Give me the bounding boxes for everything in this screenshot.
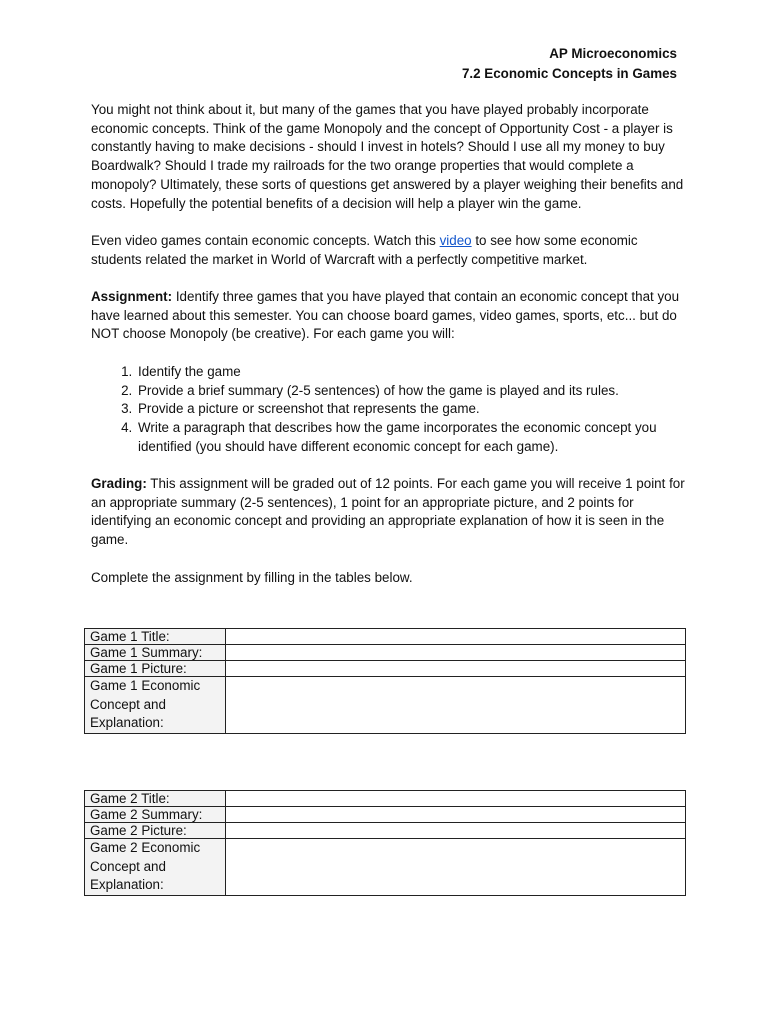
steps-list	[91, 363, 686, 457]
course-name: AP Microeconomics	[549, 46, 677, 61]
game-1-concept-label: Game 1 Economic Concept and Explanation:	[85, 677, 226, 734]
table-row	[85, 629, 686, 645]
document-header	[462, 44, 677, 84]
game-2-concept-label: Game 2 Economic Concept and Explanation:	[85, 839, 226, 896]
game-2-concept-cell[interactable]	[226, 839, 686, 896]
intro-paragraph: You might not think about it, but many of the games that you have played probably incorporate economic concepts. Think of the game Monopoly and the concept of Opportunity Cost - a player is constantly having to make decisions - should I invest in hotels? Should I use all my money to buy Boardwalk? Should I trade my railroads for the two orange properties that would complete a monopoly? Ultimately, these sorts of questions get answered by a player weighing their benefits and costs. Hopefully the potential benefits of a decision will help a player win the game.	[91, 102, 684, 211]
game-1-picture-cell[interactable]	[226, 661, 686, 677]
step-item: 3. Provide a picture or screenshot that represents the game.	[136, 400, 686, 419]
table-row	[85, 645, 686, 661]
table-row	[85, 839, 686, 896]
game-1-title-label: Game 1 Title:	[85, 629, 226, 645]
game-2-table	[84, 790, 686, 896]
game-1-summary-label: Game 1 Summary:	[85, 645, 226, 661]
game-2-title-label: Game 2 Title:	[85, 791, 226, 807]
document-body	[91, 101, 686, 606]
video-text-before: Even video games contain economic concepts. Watch this	[91, 232, 440, 248]
game-2-summary-label: Game 2 Summary:	[85, 807, 226, 823]
step-item: 2. Provide a brief summary (2-5 sentences) of how the game is played and its rules.	[136, 382, 686, 401]
game-1-summary-cell[interactable]	[226, 645, 686, 661]
assignment-label: Assignment:	[91, 289, 173, 304]
grading-text: This assignment will be graded out of 12 points. For each game you will receive 1 point for an appropriate summary (2-5 sentences), 1 point for an appropriate picture, and 2 points for identifying an economic concept and providing an appropriate explanation of how it is seen in the game.	[91, 476, 685, 548]
game-2-picture-cell[interactable]	[226, 823, 686, 839]
grading-paragraph	[91, 475, 686, 550]
game-1-table	[84, 628, 686, 734]
grading-label: Grading:	[91, 476, 147, 491]
video-paragraph	[91, 232, 686, 269]
table-row	[85, 807, 686, 823]
game-2-summary-cell[interactable]	[226, 807, 686, 823]
table-row	[85, 677, 686, 734]
game-2-picture-label: Game 2 Picture:	[85, 823, 226, 839]
table-row	[85, 791, 686, 807]
game-1-title-cell[interactable]	[226, 629, 686, 645]
video-link[interactable]: video	[439, 232, 472, 248]
game-1-picture-label: Game 1 Picture:	[85, 661, 226, 677]
video-text-after: to see how some economic students related the market in World of Warcraft with a perfectly competitive market.	[91, 232, 638, 267]
game-1-concept-cell[interactable]	[226, 677, 686, 734]
table-row	[85, 823, 686, 839]
table-row	[85, 661, 686, 677]
step-item: 1. Identify the game	[136, 363, 686, 382]
instruction-paragraph: Complete the assignment by filling in the tables below.	[91, 569, 413, 585]
assignment-text: Identify three games that you have played that contain an economic concept that you have learned about this semester. You can choose board games, video games, sports, etc... but do NOT choose Monopoly (be creative). For each game you will:	[91, 289, 680, 342]
step-item: 4. Write a paragraph that describes how the game incorporates the economic concept you identified (you should have different economic concept for each game).	[136, 419, 686, 456]
assignment-paragraph	[91, 288, 686, 344]
game-2-title-cell[interactable]	[226, 791, 686, 807]
document-title: 7.2 Economic Concepts in Games	[461, 66, 677, 81]
